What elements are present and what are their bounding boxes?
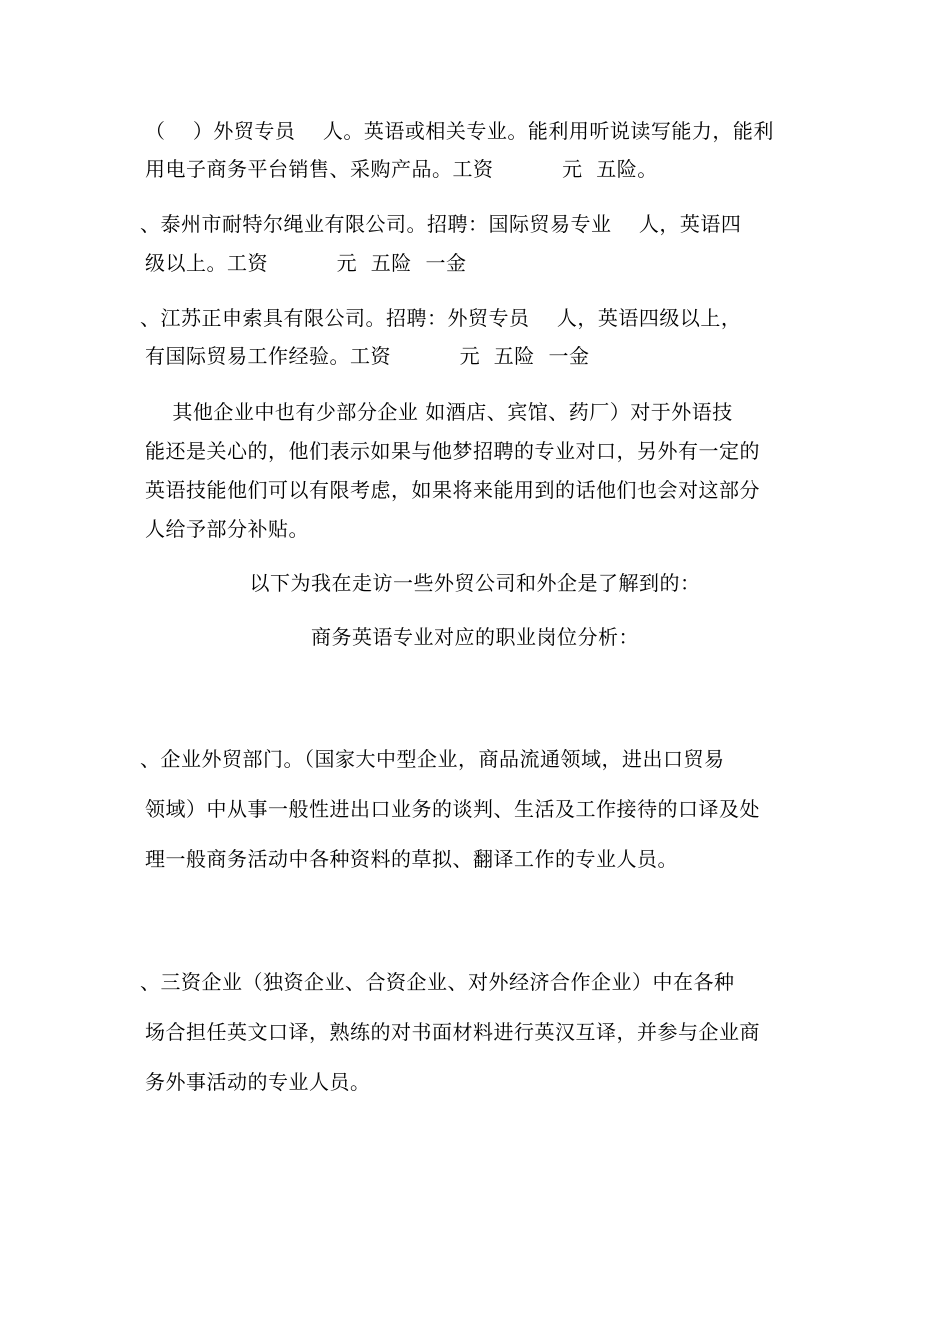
text-line: 人给予部分补贴。 (145, 517, 309, 541)
text-line: 领域）中从事一般性进出口业务的谈判、生活及工作接待的口译及处 (145, 797, 760, 821)
text-line: 、企业外贸部门。（国家大中型企业，商品流通领域，进出口贸易 (140, 747, 725, 771)
text-line: 其他企业中也有少部分企业 如酒店、宾馆、药厂）对于外语技 (145, 400, 733, 424)
text-line: 、泰州市耐特尔绳业有限公司。招聘：国际贸易专业 人，英语四 (140, 212, 742, 236)
text-line: 、三资企业（独资企业、合资企业、对外经济合作企业）中在各种 (140, 970, 735, 994)
text-line: 能还是关心的，他们表示如果与他梦招聘的专业对口，另外有一定的 (145, 439, 760, 463)
text-line: 有国际贸易工作经验。工资 元 五险 一金 (145, 344, 590, 368)
text-line: 务外事活动的专业人员。 (145, 1070, 371, 1094)
text-line: 用电子商务平台销售、采购产品。工资 元 五险。 (145, 157, 658, 181)
text-line: 理一般商务活动中各种资料的草拟、翻译工作的专业人员。 (145, 847, 678, 871)
text-line: （ ）外贸专员 人。英语或相关专业。能利用听说读写能力，能利 (145, 119, 774, 143)
text-line-centered: 商务英语专业对应的职业岗位分析： (311, 625, 639, 649)
text-line: 级以上。工资 元 五险 一金 (145, 251, 467, 275)
text-line-centered: 以下为我在走访一些外贸公司和外企是了解到的： (249, 571, 701, 595)
text-line: 、江苏正申索具有限公司。招聘：外贸专员 人，英语四级以上， (140, 306, 742, 330)
text-line: 英语技能他们可以有限考虑，如果将来能用到的话他们也会对这部分 (145, 478, 760, 502)
text-line: 场合担任英文口译，熟练的对书面材料进行英汉互译，并参与企业商 (145, 1020, 760, 1044)
